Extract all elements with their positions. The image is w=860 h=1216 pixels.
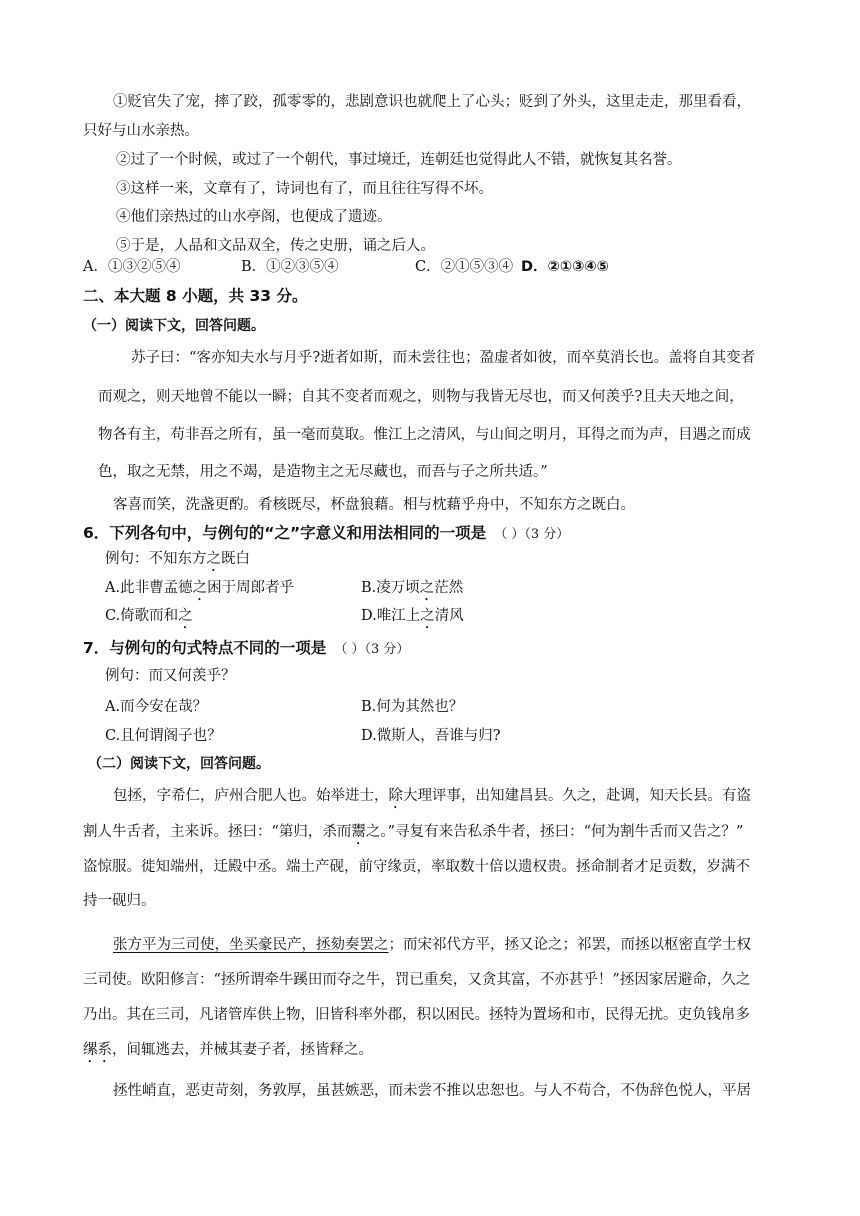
passage2-line-8 xyxy=(83,1040,373,1066)
q6-option-d-post: 清风 xyxy=(434,608,464,624)
q6-example-post: 既白 xyxy=(221,551,250,567)
passage2-line-5-rest: ；而宋祁代方平，拯又论之；祁罢，而拯以枢密直学士权 xyxy=(388,937,751,953)
passage2-line-6: 三司使。欧阳修言：“拯所谓牵牛蹊田而夺之牛，罚已重矣，又贪其富，不亦甚乎！”拯因家居避命，久之 xyxy=(83,972,751,988)
passage2-dotted-leixi: 缧系 xyxy=(83,1042,112,1058)
q5-option-c: C．②①⑤③④ xyxy=(415,259,514,275)
q5-option-d: D．②①③④⑤ xyxy=(521,259,609,275)
passage1-line-2: 而观之，则天地曾不能以一瞬；自其不变者而观之，则物与我皆无尽也，而又何羡乎?且夫天地之间， xyxy=(98,389,744,405)
q6-stem xyxy=(83,523,569,545)
q6-number: 6． xyxy=(83,524,110,542)
q5-sentence-2: ②过了一个时候，或过了一个朝代，事过境迁，连朝廷也觉得此人不错，就恢复其名誉。 xyxy=(116,152,682,168)
q7-number: 7． xyxy=(83,639,110,657)
section-title: 二、本大题 8 小题，共 33 分。 xyxy=(83,287,308,305)
q6-option-a-pre: A.此非曹孟德 xyxy=(105,580,193,596)
passage1-line-1: 苏子曰：“客亦知夫水与月乎?逝者如斯，而未尝往也；盈虚者如彼，而卒莫消长也。盖将自其变者 xyxy=(131,350,756,366)
q7-stem xyxy=(83,638,409,660)
passage2-line-7: 乃出。其在三司，凡诸管库供上物，旧皆科率外郡，积以困民。拯特为置场和市，民得无扰。吏负钱帛多 xyxy=(83,1007,750,1023)
q7-option-a: A.而今安在哉？ xyxy=(105,699,208,715)
q5-sentence-1a: ①贬官失了宠，摔了跤，孤零零的，悲剧意识也就爬上了心头；贬到了外头，这里走走，那里看看， xyxy=(113,94,751,110)
q6-example-dotted: 之 xyxy=(206,551,221,567)
q6-option-d xyxy=(361,606,464,632)
q6-option-c-pre: C.倚歌而和 xyxy=(105,608,179,624)
passage2-line-4: 持一砚归。 xyxy=(83,893,156,909)
q5-sentence-4: ④他们亲热过的山水亭阁，也便成了遗迹。 xyxy=(116,209,392,225)
q6-option-b-dotted: 之 xyxy=(419,580,435,596)
q6-option-b xyxy=(361,578,463,604)
q6-option-b-pre: B.凌万顷 xyxy=(361,580,420,596)
q5-sentence-1b: 只好与山水亲热。 xyxy=(83,123,199,139)
part-two-heading: （二）阅读下文，回答问题。 xyxy=(88,756,270,772)
passage2-line-8-rest: ，间辄逃去，并械其妻子者，拯皆释之。 xyxy=(112,1042,373,1058)
q5-sentence-5: ⑤于是，人品和文品双全，传之史册，诵之后人。 xyxy=(116,238,435,254)
q6-option-a xyxy=(105,578,294,604)
q6-option-c-dotted: 之 xyxy=(178,608,193,624)
passage2-line-5 xyxy=(113,935,751,955)
passage2-line-2-b: 之。”寻复有来告私杀牛者，拯曰：“何为割牛舌而又告之？” xyxy=(365,824,744,840)
part-one-heading: （一）阅读下文，回答问题。 xyxy=(83,318,265,334)
q5-option-b: B．①②③⑤④ xyxy=(241,259,339,275)
passage2-dotted-yu: 鬻 xyxy=(351,824,366,840)
q6-option-d-dotted: 之 xyxy=(420,608,435,624)
passage2-dotted-chu: 除 xyxy=(388,788,403,804)
q6-example-pre: 例句：不知东方 xyxy=(105,551,207,567)
q6-score: （ ）（3 分） xyxy=(494,527,570,542)
passage2-line-1-a: 包拯，字希仁，庐州合肥人也。始举进士， xyxy=(113,788,389,804)
q7-option-d: D.微斯人，吾谁与归? xyxy=(361,728,501,744)
q7-option-c: C.且何谓阁子也？ xyxy=(105,728,222,744)
q7-example: 例句：而又何羡乎？ xyxy=(105,668,236,684)
q6-option-b-post: 茫然 xyxy=(434,580,464,596)
passage1-line-4: 色，取之无禁，用之不竭，是造物主之无尽藏也，而吾与子之所共适。” xyxy=(98,464,548,480)
q5-sentence-3: ③这样一来，文章有了，诗词也有了，而且往往写得不坏。 xyxy=(116,181,493,197)
passage2-line-1 xyxy=(113,786,751,812)
passage2-line-1-b: 大理评事，出知建昌县。久之，赴调，知天长县。有盗 xyxy=(403,788,751,804)
passage2-line-2 xyxy=(83,822,743,848)
passage1-line-5: 客喜而笑，洗盏更酌。肴核既尽，杯盘狼藉。相与枕藉乎舟中，不知东方之既白。 xyxy=(113,497,635,513)
q7-score: （ ）（3 分） xyxy=(334,642,410,657)
q6-example xyxy=(105,549,250,575)
passage2-line-3: 盗惊服。徙知端州，迁殿中丞。端土产砚，前守缘贡，率取数十倍以遗权贵。拯命制者才足贡数，岁满不 xyxy=(83,859,750,875)
q6-question-text: 下列各句中，与例句的“之”字意义和用法相同的一项是 xyxy=(109,524,487,542)
passage2-underlined-sentence: 张方平为三司使，坐买豪民产，拯劾奏罢之 xyxy=(113,937,389,953)
passage2-line-2-a: 割人牛舌者，主来诉。拯曰：“第归，杀而 xyxy=(83,824,352,840)
passage2-line-9: 拯性峭直，恶吏苛刻，务敦厚，虽甚嫉恶，而未尝不推以忠恕也。与人不苟合，不伪辞色悦人，平居 xyxy=(113,1083,751,1099)
q7-option-b: B.何为其然也？ xyxy=(361,699,464,715)
passage1-line-3: 物各有主，苟非吾之所有，虽一毫而莫取。惟江上之清风，与山间之明月，耳得之而为声，目遇之而成 xyxy=(98,427,751,443)
q6-option-a-dotted: 之 xyxy=(192,580,208,596)
q7-question-text: 与例句的句式特点不同的一项是 xyxy=(109,639,327,657)
q6-option-a-post: 困于周郎者乎 xyxy=(207,580,295,596)
q6-option-d-pre: D.唯江上 xyxy=(361,608,421,624)
q6-option-c xyxy=(105,606,193,632)
q5-option-a: A．①③②⑤④ xyxy=(83,259,181,275)
